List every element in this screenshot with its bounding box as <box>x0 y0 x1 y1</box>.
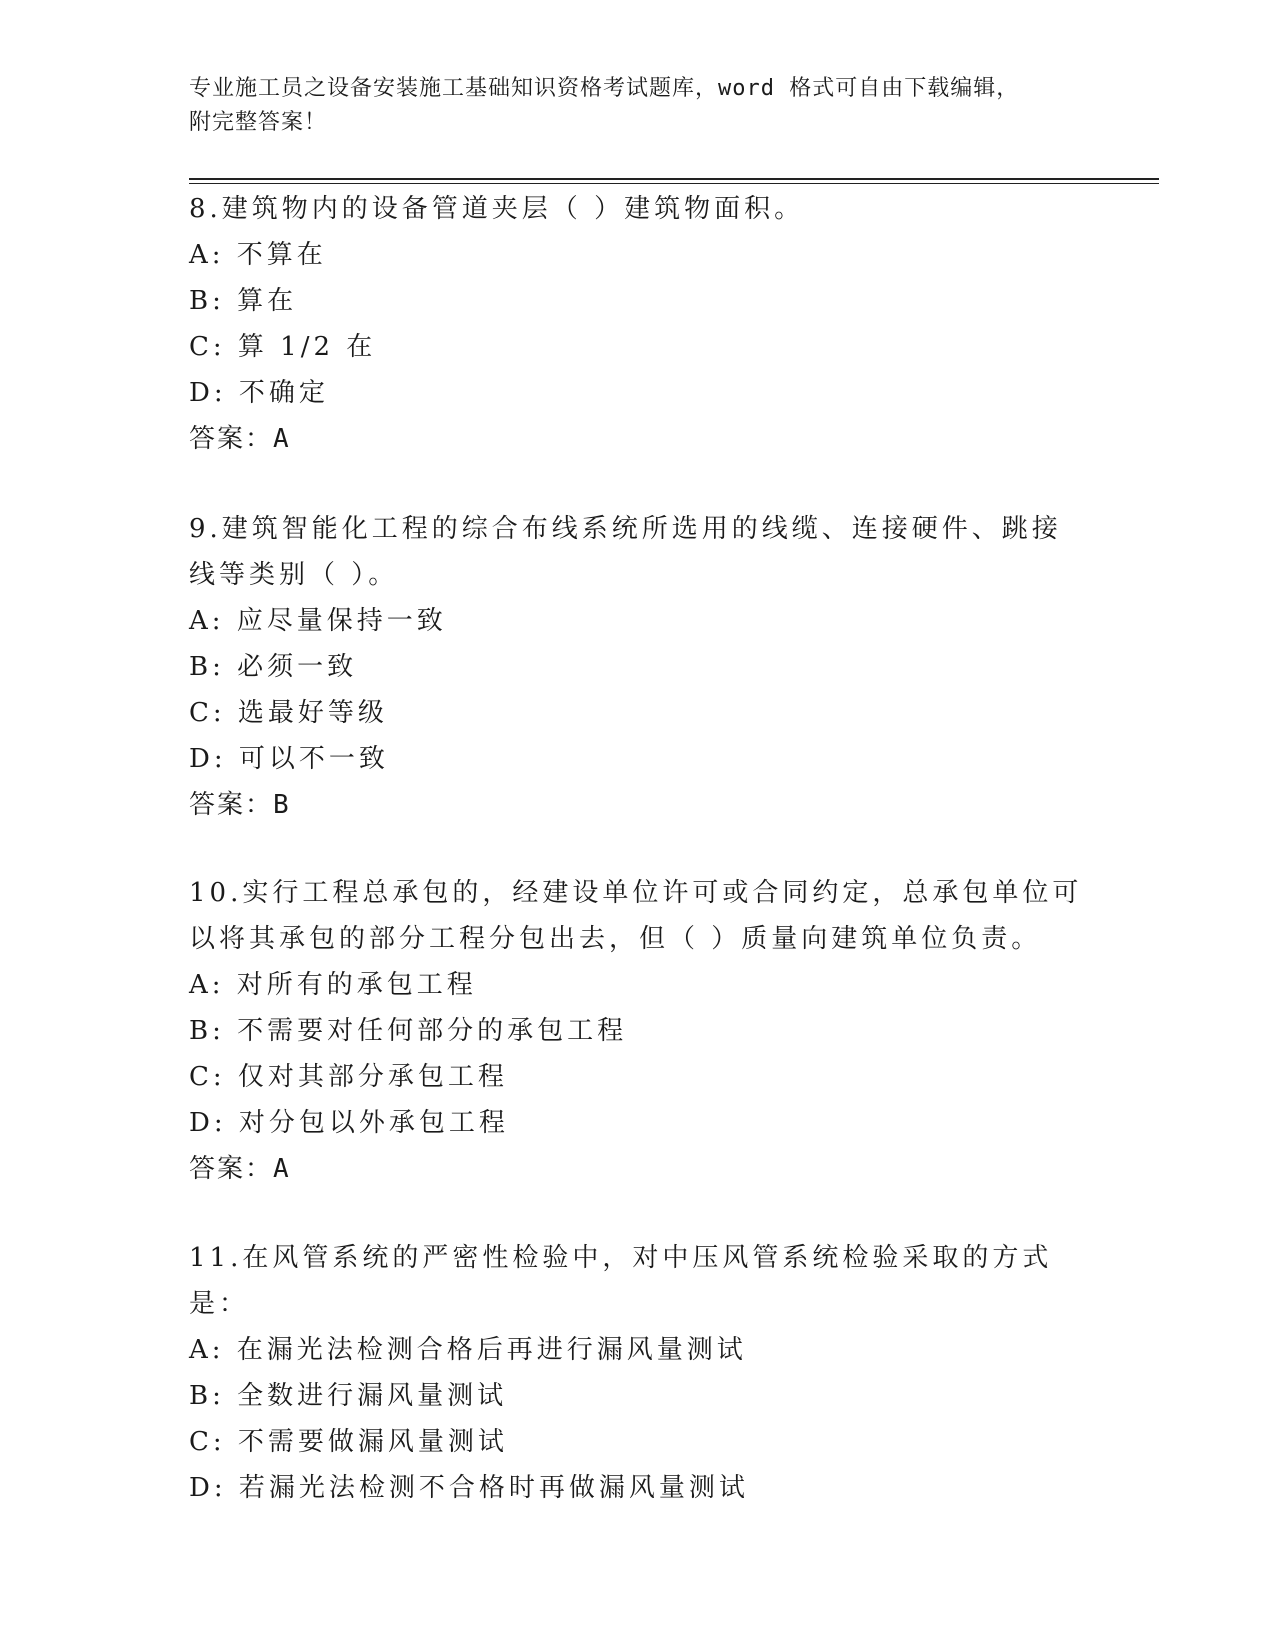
question-8 <box>189 186 1089 462</box>
document-header <box>189 72 1089 140</box>
option-b: B: 算在 <box>189 286 298 316</box>
option-d: D: 若漏光法检测不合格时再做漏风量测试 <box>189 1473 749 1503</box>
header-line-1: 专业施工员之设备安装施工基础知识资格考试题库，word 格式可自由下载编辑， <box>189 76 1020 101</box>
question-text: 10.实行工程总承包的，经建设单位许可或合同约定，总承包单位可以将其承包的部分工程分包出去，但（ ）质量向建筑单位负责。 <box>189 878 1083 954</box>
option-a: A: 不算在 <box>189 240 327 270</box>
option-c: C: 选最好等级 <box>189 698 388 728</box>
option-d: D: 对分包以外承包工程 <box>189 1108 509 1138</box>
option-b: B: 必须一致 <box>189 652 358 682</box>
option-a: A: 在漏光法检测合格后再进行漏风量测试 <box>189 1335 747 1365</box>
header-rule-thick <box>189 178 1159 180</box>
option-d: D: 可以不一致 <box>189 744 389 774</box>
option-c: C: 算 1/2 在 <box>189 332 377 362</box>
option-b: B: 不需要对任何部分的承包工程 <box>189 1016 628 1046</box>
answer: 答案：A <box>189 1154 291 1184</box>
question-9 <box>189 506 1089 828</box>
header-rule-thin <box>189 183 1159 184</box>
option-d: D: 不确定 <box>189 378 329 408</box>
option-a: A: 对所有的承包工程 <box>189 970 477 1000</box>
question-text: 11.在风管系统的严密性检验中，对中压风管系统检验采取的方式是： <box>189 1243 1053 1319</box>
option-c: C: 仅对其部分承包工程 <box>189 1062 508 1092</box>
question-11 <box>189 1235 1089 1511</box>
question-text: 8.建筑物内的设备管道夹层（ ）建筑物面积。 <box>189 194 805 224</box>
option-b: B: 全数进行漏风量测试 <box>189 1381 508 1411</box>
question-10 <box>189 870 1089 1192</box>
answer: 答案：A <box>189 424 291 454</box>
answer: 答案：B <box>189 790 291 820</box>
question-text: 9.建筑智能化工程的综合布线系统所选用的线缆、连接硬件、跳接线等类别（ ）。 <box>189 514 1062 590</box>
header-line-2: 附完整答案！ <box>189 110 328 135</box>
option-a: A: 应尽量保持一致 <box>189 606 447 636</box>
option-c: C: 不需要做漏风量测试 <box>189 1427 508 1457</box>
